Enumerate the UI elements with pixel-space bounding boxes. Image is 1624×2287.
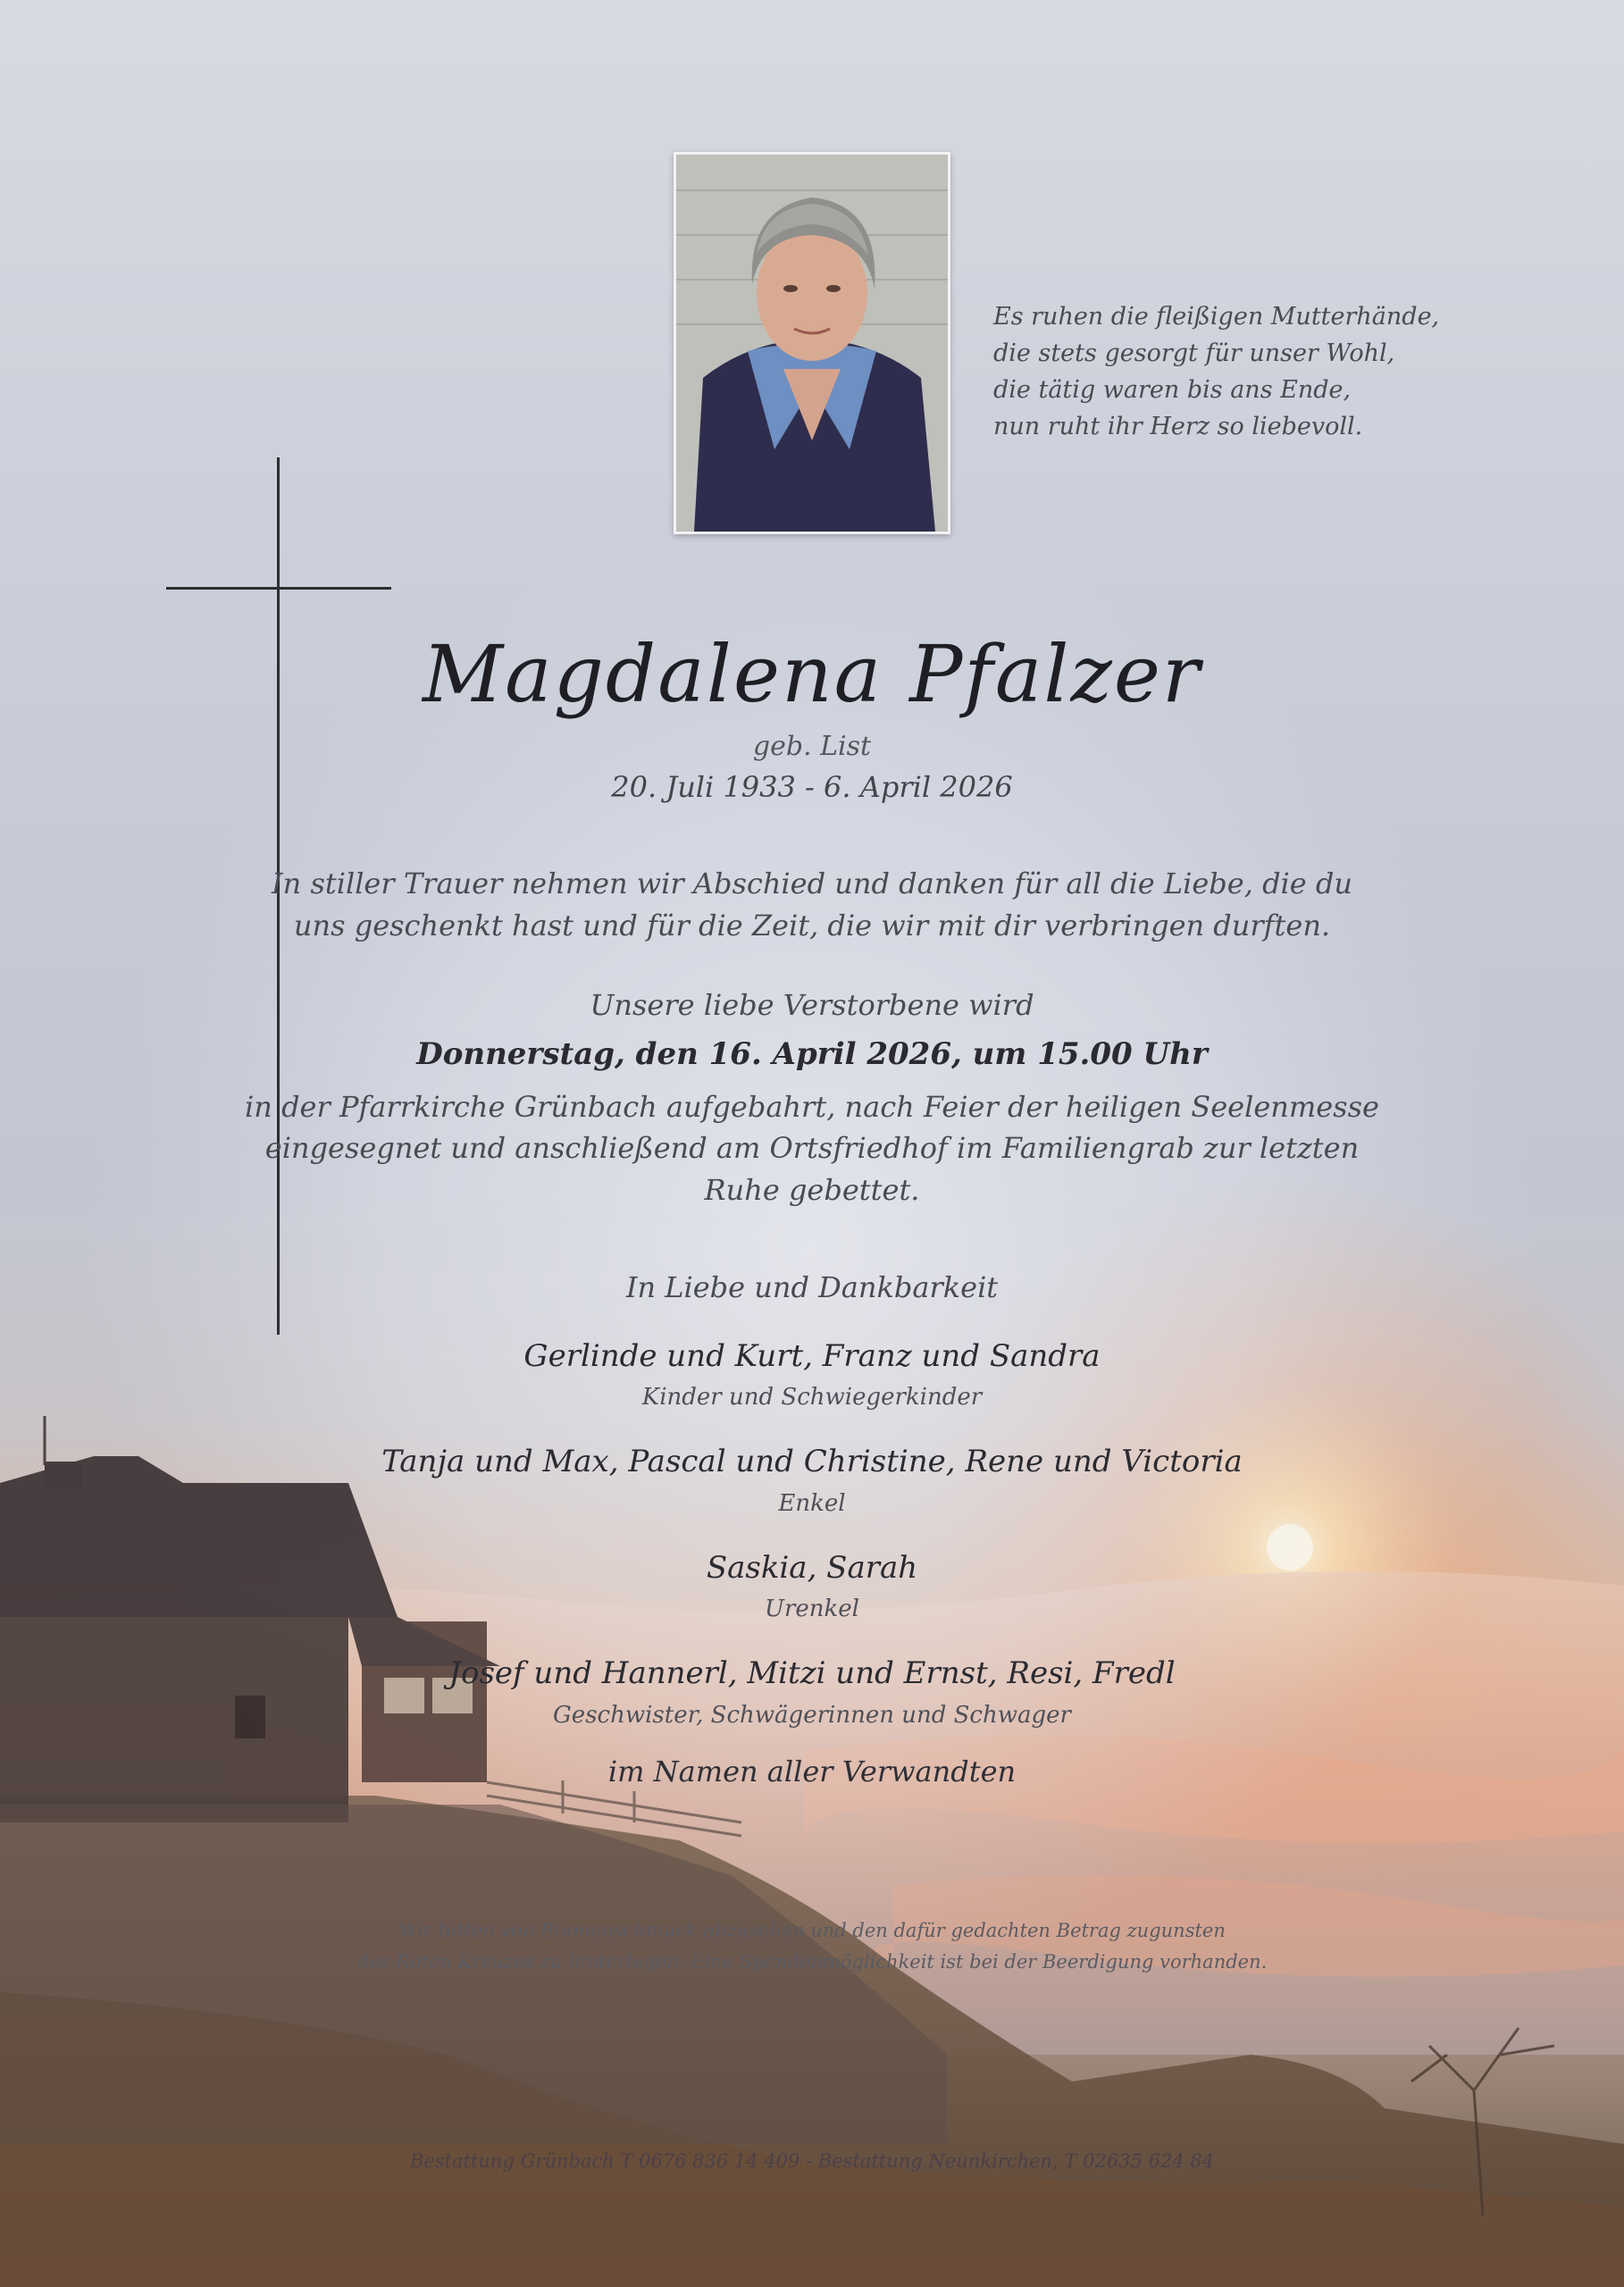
deceased-name: Magdalena Pfalzer bbox=[423, 628, 1201, 720]
mourner-relation: Geschwister, Schwägerinnen und Schwager bbox=[553, 1702, 1071, 1729]
mourner-names: Saskia, Sarah bbox=[706, 1550, 918, 1586]
mourner-relation: Enkel bbox=[778, 1490, 846, 1517]
donation-note-line: Wir bitten von Blumenschmuck abzusehen und den dafür gedachten Betrag zugunsten bbox=[398, 1920, 1226, 1941]
mourner-names: Gerlinde und Kurt, Franz und Sandra bbox=[523, 1338, 1101, 1374]
funeral-home-footer: Bestattung Grünbach T 0676 836 14 409 - Bestattung Neunkirchen, T 02635 624 84 bbox=[409, 2150, 1215, 2172]
portrait-illustration bbox=[676, 155, 948, 532]
mourner-relation: Kinder und Schwiegerkinder bbox=[641, 1384, 983, 1411]
birth-name: geb. List bbox=[752, 731, 872, 762]
mourner-names: Josef und Hannerl, Mitzi und Ernst, Resi, Fredl bbox=[448, 1655, 1176, 1691]
poem-line: die tätig waren bis ans Ende, bbox=[993, 376, 1352, 404]
announcement-line: uns geschenkt hast und für die Zeit, die wir mit dir verbringen durften. bbox=[293, 909, 1331, 942]
poem-line: Es ruhen die fleißigen Mutterhände, bbox=[993, 303, 1440, 331]
service-date: Donnerstag, den 16. April 2026, um 15.00 Uhr bbox=[416, 1036, 1208, 1072]
service-intro: Unsere liebe Verstorbene wird bbox=[590, 988, 1034, 1022]
mourner-names: Tanja und Max, Pascal und Christine, Rene und Victoria bbox=[381, 1444, 1243, 1479]
portrait-photo bbox=[674, 152, 950, 534]
mourner-relation: Urenkel bbox=[765, 1596, 859, 1622]
memorial-poem bbox=[993, 298, 1494, 445]
service-line: in der Pfarrkirche Grünbach aufgebahrt, nach Feier der heiligen Seelenmesse bbox=[245, 1090, 1379, 1124]
poem-line: nun ruht ihr Herz so liebevoll. bbox=[993, 413, 1363, 440]
mourners-closing: im Namen aller Verwandten bbox=[607, 1755, 1017, 1789]
donation-note-line: des Roten Kreuzes zu hinterlegen. Eine Spendenmöglichkeit ist bei der Beerdigung vorhanden. bbox=[356, 1951, 1268, 1973]
cross-horizontal bbox=[166, 587, 391, 590]
life-dates: 20. Juli 1933 - 6. April 2026 bbox=[611, 770, 1013, 804]
mourners-intro: In Liebe und Dankbarkeit bbox=[625, 1270, 999, 1304]
announcement-line: In stiller Trauer nehmen wir Abschied und danken für all die Liebe, die du bbox=[272, 867, 1352, 901]
poem-line: die stets gesorgt für unser Wohl, bbox=[993, 339, 1395, 367]
service-line: Ruhe gebettet. bbox=[704, 1173, 920, 1207]
service-line: eingesegnet und anschließend am Ortsfriedhof im Familiengrab zur letzten bbox=[264, 1131, 1360, 1165]
